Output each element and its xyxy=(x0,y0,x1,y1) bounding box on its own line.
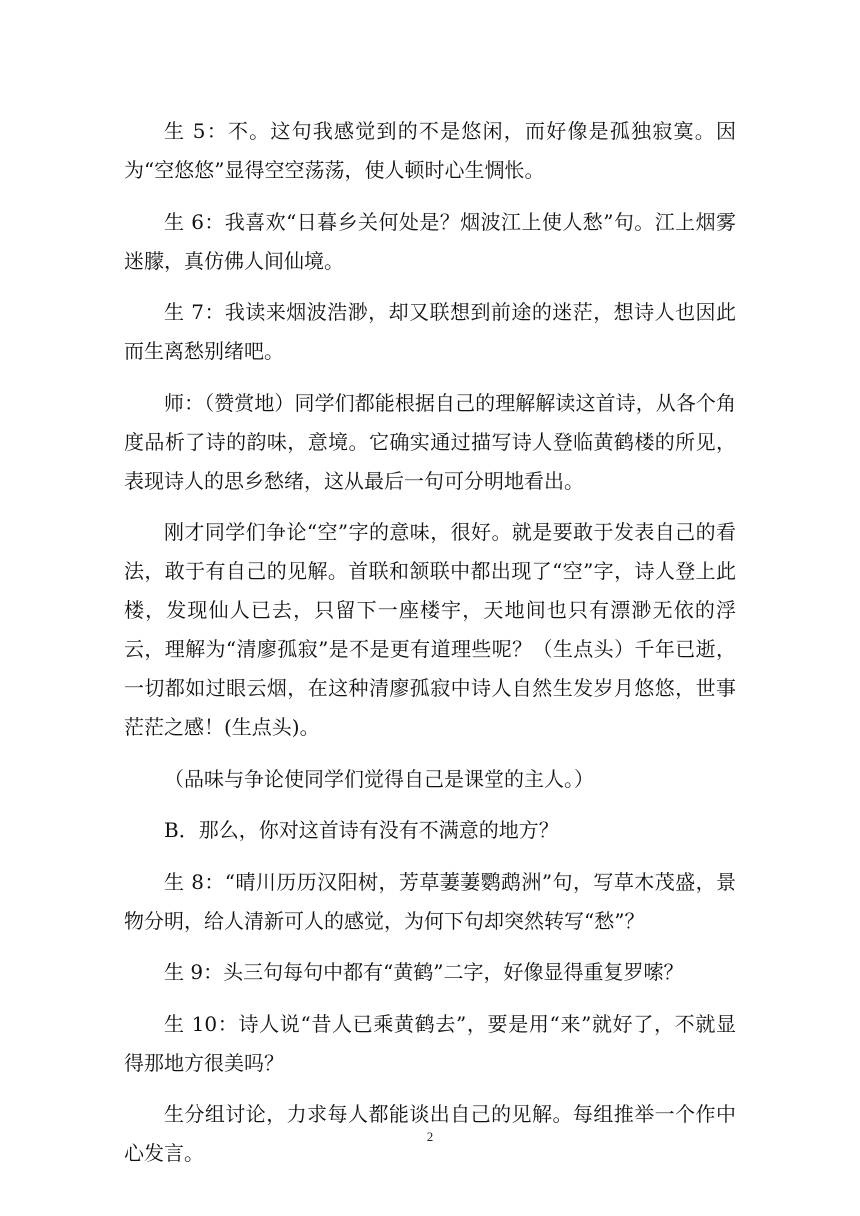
paragraph-student-8: 生 8：“晴川历历汉阳树，芳草萋萋鹦鹉洲”句，写草木茂盛，景物分明，给人清新可人的感觉，为何下句却突然转写“愁”？ xyxy=(124,869,736,933)
paragraph-group-discussion: 生分组讨论，力求每人都能谈出自己的见解。每组推举一个作中心发言。 xyxy=(124,1102,736,1165)
document-body xyxy=(124,112,736,1186)
paragraph-student-9: 生 9：头三句每句中都有“黄鹤”二字，好像显得重复罗嗦？ xyxy=(164,960,684,984)
paragraph-teacher-comment: 师：（赞赏地）同学们都能根据自己的理解解读这首诗，从各个角度品析了诗的韵味，意境。它确实通过描写诗人登临黄鹤楼的所见，表现诗人的思乡愁绪，这从最后一句可分明地看出。 xyxy=(124,390,736,493)
paragraph-student-5: 生 5：不。这句我感觉到的不是悠闲，而好像是孤独寂寞。因为“空悠悠”显得空空荡荡，使人顿时心生惆怅。 xyxy=(124,119,736,182)
paragraph-question-b: B．那么，你对这首诗有没有不满意的地方？ xyxy=(164,818,559,842)
paragraph-student-10: 生 10：诗人说“昔人已乘黄鹤去”，要是用“来”就好了，不就显得那地方很美吗？ xyxy=(124,1011,736,1075)
paragraph-student-7: 生 7：我读来烟波浩渺，却又联想到前途的迷茫，想诗人也因此而生离愁别绪吧。 xyxy=(124,300,736,363)
page-number: 2 xyxy=(426,1129,434,1144)
paragraph-classroom-note: （品味与争论使同学们觉得自己是课堂的主人。） xyxy=(164,766,594,791)
paragraph-kong-discussion: 刚才同学们争论“空”字的意味，很好。就是要敢于发表自己的看法，敢于有自己的见解。首联和颔联中都出现了“空”字，诗人登上此楼，发现仙人已去，只留下一座楼宇，天地间也只有漂渺无依的浮云，理解为“清廖孤寂”是不是更有道理些呢？（生点头）千年已逝，一切都如过眼云烟，在这种清廖孤寂中诗人自然生发岁月悠悠，世事茫茫之感！(生点头)。 xyxy=(124,520,736,739)
paragraph-student-6: 生 6：我喜欢“日暮乡关何处是？烟波江上使人愁”句。江上烟雾迷朦，真仿佛人间仙境。 xyxy=(124,209,736,273)
